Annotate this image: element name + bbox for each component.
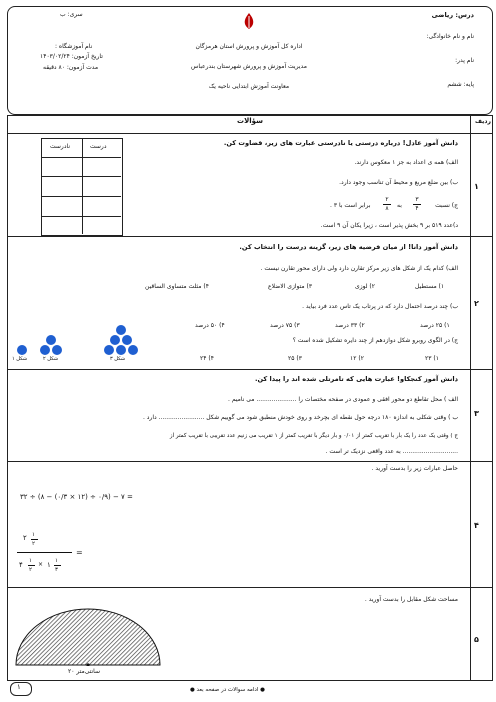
q3-item-c: ج ) وقتی یک عدد را یک بار با تقریب کمتر از ۰/۰۱ و بار دیگر با تقریب کمتر از ۱ تقریب می زنیم عدد تقریبی با تقریب کمتر از [169, 433, 458, 439]
question-number: ۱ [474, 182, 479, 191]
true-false-grid [41, 138, 123, 236]
question-number: ۴ [474, 521, 479, 530]
circle-shape [116, 345, 126, 355]
question-number: ۳ [474, 409, 479, 418]
exam-date: تاریخ آزمون: ۱۴۰۳/۰۲/۲۴ [40, 53, 103, 60]
frac-top-whole: ۲ [23, 534, 27, 542]
q2-a-option-1: ۱) مستطیل [415, 283, 445, 290]
q2-item-b: ب) چند درصد احتمال دارد که در پرتاب یک تاس عدد فرد بیاید . [302, 303, 458, 310]
q2-a-option-2: ۲) لوزی [355, 283, 376, 290]
exam-duration: مدت آزمون: ۸۰ دقیقه [43, 64, 99, 71]
q2-c-option-1: ۱) ۲۳ [425, 355, 439, 362]
q2-b-option-4: ۴) ۵۰ درصد [195, 322, 225, 329]
q2-a-option-4: ۴) مثلث متساوی الساقین [145, 283, 209, 290]
circle-shape [122, 335, 132, 345]
grid-wrong-header: نادرست [50, 143, 70, 150]
shape-label-1: شکل ۱ [12, 356, 28, 362]
circle-shape [40, 345, 50, 355]
q2-item-a: الف) کدام یک از شکل های زیر مرکز تقارن دارد ولی دارای محور تقارن نیست . [260, 265, 458, 272]
q1-item-d: د)عدد ۵۱۹ بر ۹ بخش پذیر است ، زیرا یکان آن ۹ است. [320, 222, 458, 229]
q1-item-b: ب) بین ضلع مربع و محیط آن تناسب وجود دارد. [339, 179, 458, 186]
q1-frac2-den: ۸ [385, 205, 389, 212]
office-line-1: اداره کل آموزش و پرورش استان هرمزگان [195, 43, 303, 50]
q2-c-option-3: ۳) ۲۵ [288, 355, 302, 362]
q2-b-option-2: ۲) ۳۳ درصد [335, 322, 365, 329]
q1-item-c-mid: به [397, 202, 402, 209]
question-number: ۵ [474, 635, 479, 644]
name-label: نام و نام خانوادگی: [426, 33, 474, 40]
q1-frac1-num: ۳ [415, 196, 419, 203]
row-number-divider [470, 116, 471, 680]
circle-shape [104, 345, 114, 355]
exam-page: درس: ریاضی نام و نام خانوادگی: نام پدر: پایه: ششم اداره کل آموزش و پرورش استان هرمزگان مدیریت آموزش و پرورش شهرستان بندرعباس معاونت آموزش ابتدایی ناحیه یک سری: ب نام آموزشگاه : تاریخ آزمون: ۱۴۰۳/۰۲/۲۴ مدت آزمون: ۸۰ دقیقه ردیف سؤالات ۱ دانش آموز عادل! درباره درستی یا نادرستی عبارت های زیر، قضاوت کن. نادرست درست الف) همه ی اعداد به جز ۱ معکوس دارند. ب) بین ضلع مربع و محیط آن تناسب وجود دارد. ج) نسبت ۳ ۴ به ۲ ۸ برابر است با ۳ . د)عدد ۵۱۹ بر ۹ بخش پذیر است ، زیرا یکان آن ۹ است. ۲ دانش آموز دانا! از میان فرضیه های زیر، گزینه درست را انتخاب کن. الف) کدام یک از شکل های زیر مرکز تقارن دارد ولی دارای محور تقارن نیست . ۱) مستطیل ۲) لوزی ۳) متوازی الاضلاع ۴) مثلث متساوی الساقین ب) چند درصد احتمال دارد که در پرتاب یک تاس عدد فرد بیاید . ۱) ۲۵ درصد ۲) ۳۳ درصد ۳) ۷۵ درصد ۴) ۵۰ درصد ج) در الگوی روبرو شکل دوازدهم از چند دایره تشکیل شده است ؟ ۱) ۲۳ ۲) ۱۲ ۳) ۲۵ ۴) ۲۴ شکل ۳ شکل ۲ شکل ۱ ۳ دانش آموز کنجکاو! عبارت هایی که تامرتلی شده اند را پیدا کن. الف ) محل تقاطع دو محور افقی و عمودی در صفحه مختصات را ..................... می نامیم . ب ) وقتی شکلی به اندازه ۱۸۰ درجه حول نقطه ای بچرخد و روی خودش منطبق شود می گوییم شکل ........................ دارد . ج ) وقتی یک عدد را یک بار با تقریب کمتر از ۰/۰۱ و بار دیگر با تقریب کمتر از ۱ تقریب می زنیم عدد تقریبی با تقریب کمتر از ............................. به عدد واقعی نزدیک تر است . ۴ حاصل عبارات زیر را بدست آورید . ۳۲ ÷ (۸ − (۰/۳ × ۱۲) ÷ ۰/۹) − ۷ = ۲ ۱ ۲ ۴ ۱ ۲ × ۱ ۱ ۳ = ۵ مساحت شکل مقابل را بدست آورید . ۲۰ سانتی‌متر ۱ ● ادامه سوالات در صفحه بعد ● [0, 0, 496, 702]
page-number-badge [10, 682, 32, 696]
continue-note: ● ادامه سوالات در صفحه بعد ● [190, 687, 265, 693]
q1-item-a: الف) همه ی اعداد به جز ۱ معکوس دارند. [354, 159, 458, 166]
q1-frac1-den: ۴ [415, 205, 419, 212]
school-label: نام آموزشگاه : [55, 43, 93, 50]
course-label: درس: ریاضی [431, 11, 474, 19]
series-label: سری: ب [60, 11, 83, 18]
q2-c-option-4: ۴) ۲۴ [200, 355, 214, 362]
circle-shape [17, 345, 27, 355]
main-fraction-bar [17, 552, 72, 553]
father-name-label: نام پدر: [455, 57, 474, 64]
q1-frac2-num: ۲ [385, 196, 389, 203]
q3-item-b: ب ) وقتی شکلی به اندازه ۱۸۰ درجه حول نقطه ای بچرخد و روی خودش منطبق شود می گوییم شکل ........................ دارد . [142, 414, 458, 421]
question-number: ۲ [474, 299, 479, 308]
office-line-3: معاونت آموزش ابتدایی ناحیه یک [208, 83, 290, 90]
q2-b-option-1: ۱) ۲۵ درصد [420, 322, 450, 329]
office-line-2: مدیریت آموزش و پرورش شهرستان بندرعباس [191, 63, 307, 70]
semicircle-figure [14, 608, 162, 666]
grade-label: پایه: ششم [447, 81, 474, 88]
q4-expression-1: ۳۲ ÷ (۸ − (۰/۳ × ۱۲) ÷ ۰/۹) − ۷ = [20, 493, 133, 501]
q3-item-c2: ............................. به عدد واقعی نزدیک تر است . [325, 448, 458, 455]
grid-correct-header: درست [90, 143, 107, 150]
q2-c-option-2: ۲) ۱۲ [350, 355, 364, 362]
q3-item-a: الف ) محل تقاطع دو محور افقی و عمودی در صفحه مختصات را ..................... می نامیم . [228, 396, 458, 403]
row-header: ردیف [475, 118, 491, 125]
circle-shape [52, 345, 62, 355]
q4-title: حاصل عبارات زیر را بدست آورید . [371, 465, 458, 472]
shape-label-2: شکل ۲ [43, 356, 59, 362]
q1-item-c-suffix: برابر است با ۳ . [330, 202, 371, 209]
q1-item-c-prefix: ج) نسبت [435, 202, 458, 209]
q3-title: دانش آموز کنجکاو! عبارت هایی که تامرتلی شده اند را پیدا کن. [254, 375, 458, 383]
q1-title: دانش آموز عادل! درباره درستی یا نادرستی عبارت های زیر، قضاوت کن. [223, 139, 458, 147]
iran-emblem-icon [241, 12, 257, 30]
questions-header: سؤالات [237, 117, 263, 125]
q2-a-option-3: ۳) متوازی الاضلاع [268, 283, 313, 290]
page-number: ۱ [17, 683, 21, 691]
q2-item-c: ج) در الگوی روبرو شکل دوازدهم از چند دایره تشکیل شده است ؟ [292, 337, 458, 344]
circle-shape [116, 325, 126, 335]
circle-shape [128, 345, 138, 355]
q5-title: مساحت شکل مقابل را بدست آورید . [364, 596, 458, 603]
shape-label-3: شکل ۳ [110, 356, 126, 362]
circle-shape [110, 335, 120, 345]
diameter-dimension: ۲۰ سانتی‌متر [68, 668, 101, 675]
q2-title: دانش آموز دانا! از میان فرضیه های زیر، گزینه درست را انتخاب کن. [239, 243, 458, 251]
q2-b-option-3: ۳) ۷۵ درصد [270, 322, 300, 329]
circle-shape [46, 335, 56, 345]
